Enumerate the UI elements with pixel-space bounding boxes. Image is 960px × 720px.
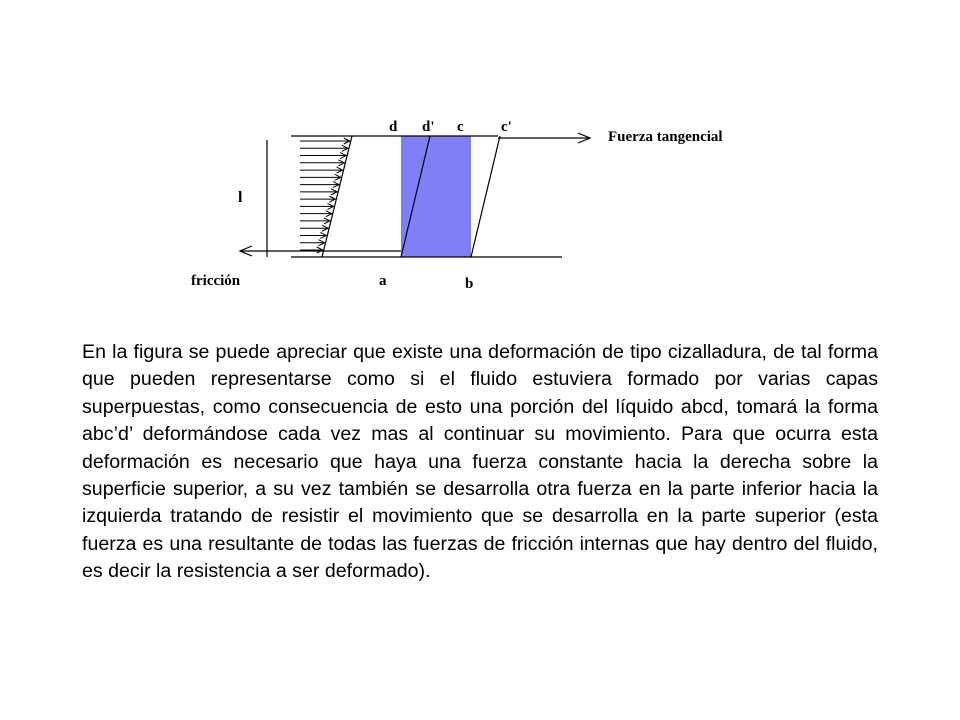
explanation-paragraph: En la figura se puede apreciar que existe una deformación de tipo cizalladura, de tal forma que pueden representarse como si el fluido estuviera formado por varias capas superpuestas, como consecuencia de esto una porción del líquido abcd, tomará la forma abc’d’ deformándose cada vez mas al continuar su movimiento. Para que ocurra esta deformación es necesario que haya una fuerza constante hacia la derecha sobre la superficie superior, a su vez también se desarrolla otra fuerza en la parte inferior hacia la izquierda tratando de resistir el movimiento que se desarrolla en la parte superior (esta fuerza es una resultante de todas las fuerzas de fricción internas que hay dentro del fluido, es decir la resistencia a ser deformado). <box>82 341 878 583</box>
velocity-profile-line <box>322 136 352 257</box>
deformed-edge-bc-prime <box>471 136 500 257</box>
label-c-prime: c' <box>501 119 512 135</box>
label-c: c <box>457 119 464 135</box>
label-b: b <box>465 276 474 292</box>
fluid-block-abcd <box>401 136 471 257</box>
label-d: d <box>389 119 398 135</box>
label-fuerza-tangencial: Fuerza tangencial <box>608 129 723 145</box>
shear-deformation-diagram <box>0 0 960 320</box>
label-a: a <box>379 273 387 289</box>
velocity-profile-arrows <box>300 138 350 253</box>
label-d-prime: d' <box>422 119 435 135</box>
label-l: l <box>238 189 243 206</box>
label-friccion: fricción <box>191 273 241 289</box>
